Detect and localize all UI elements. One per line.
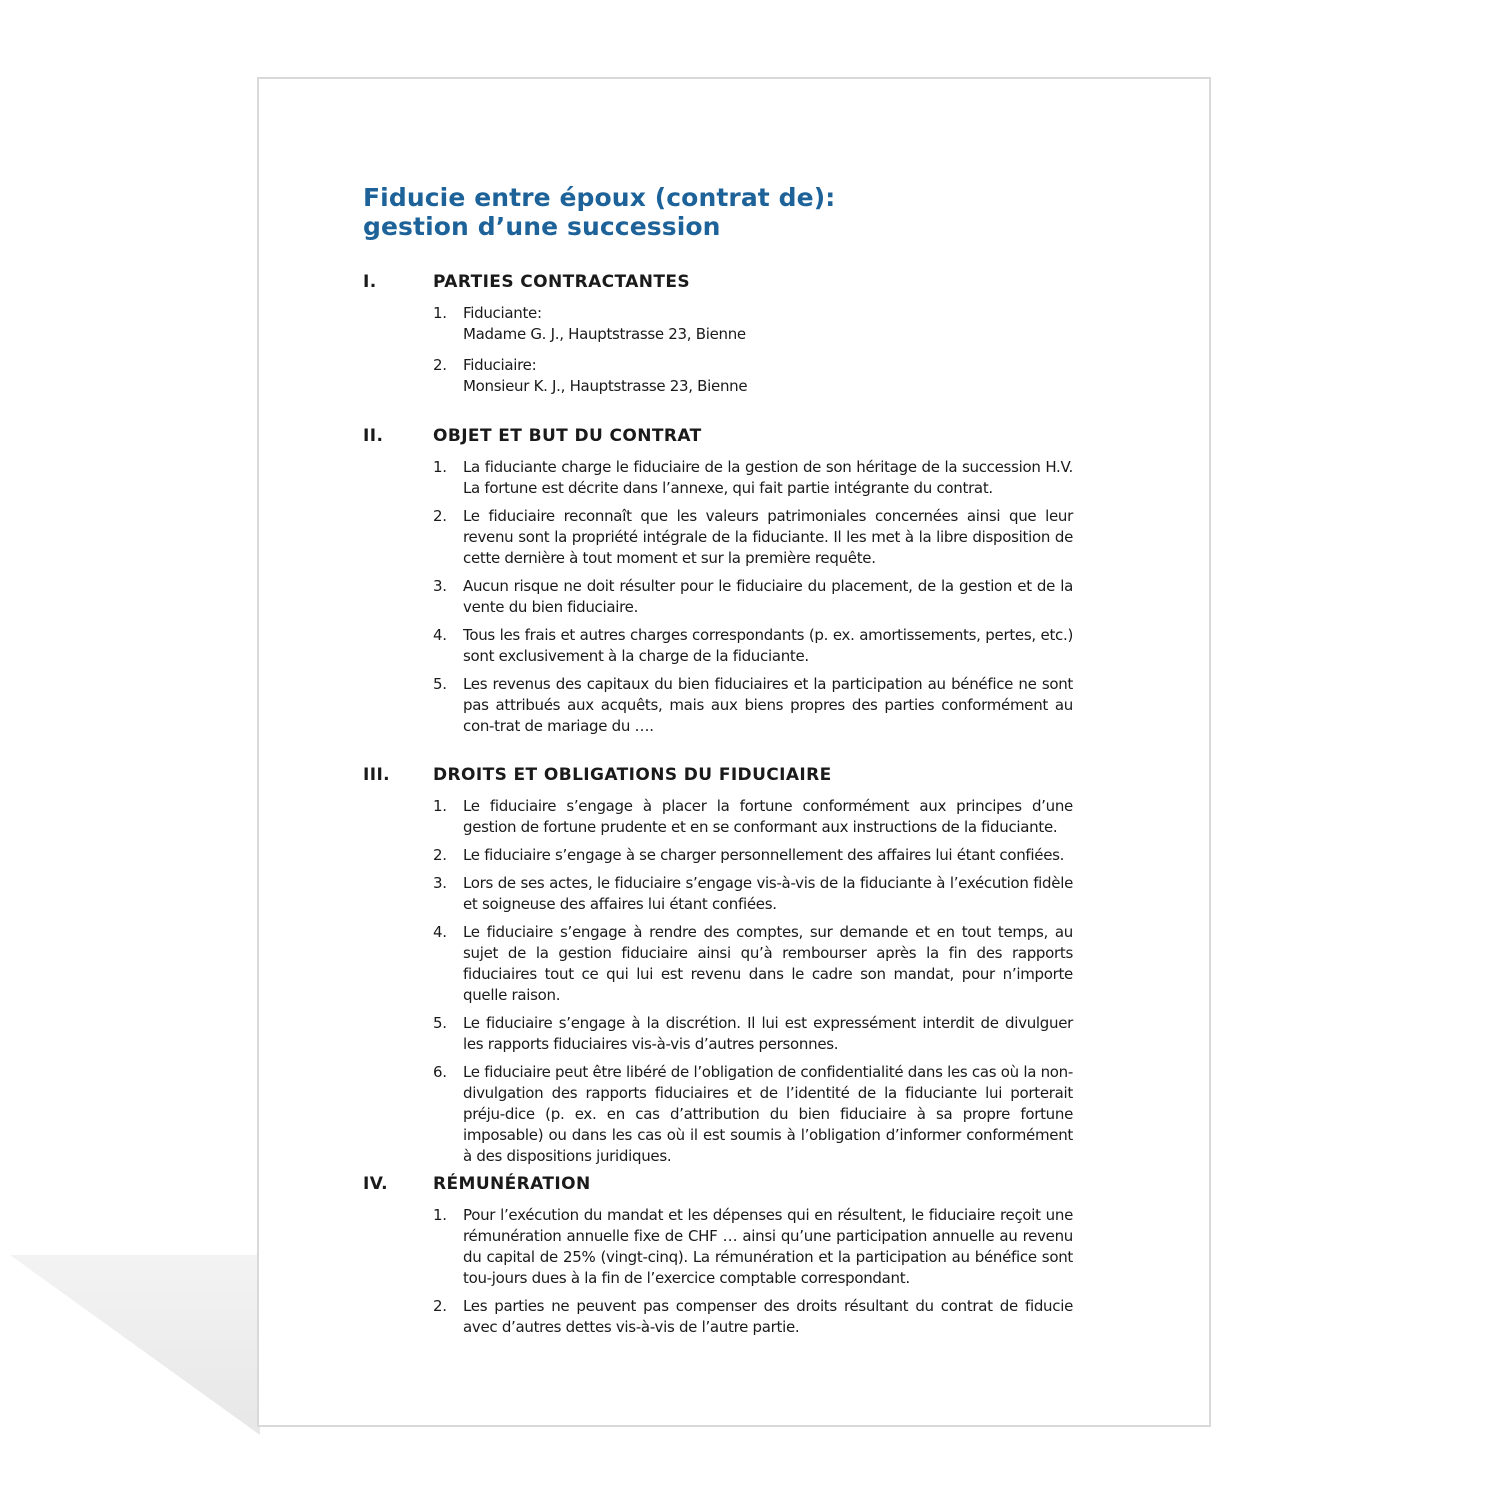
item-text: Le fiduciaire reconnaît que les valeurs patrimoniales concernées ainsi que leur revenu sont la propriété intégrale de la fiduciante. Il les met à la libre disposition de cette dernière à tout moment et sur la première requête.: [463, 507, 1073, 567]
list-item: [433, 796, 1073, 838]
document-page: [257, 77, 1211, 1427]
item-number: 5.: [433, 1014, 447, 1032]
item-text: Aucun risque ne doit résulter pour le fiduciaire du placement, de la gestion et de la vente du bien fiduciaire.: [463, 577, 1073, 616]
section-number: IV.: [363, 1174, 388, 1194]
list-item: [433, 845, 1073, 866]
list-item: [433, 506, 1073, 569]
item-number: 1.: [433, 1206, 447, 1224]
item-number: 2.: [433, 507, 447, 525]
list-item: [433, 873, 1073, 915]
section-3-items: [433, 796, 1073, 1167]
list-item: [433, 625, 1073, 667]
list-item: [433, 1062, 1073, 1167]
list-item: [433, 355, 1073, 397]
item-text: Les parties ne peuvent pas compenser des droits résultant du contrat de fiducie avec d’autres dettes vis-à-vis de l’autre partie.: [463, 1297, 1073, 1336]
item-text: Lors de ses actes, le fiduciaire s’engage vis-à-vis de la fiduciante à l’exécution fidèle et soigneuse des affaires lui étant confiées.: [463, 874, 1073, 913]
section-number: III.: [363, 765, 391, 785]
section-title: PARTIES CONTRACTANTES: [433, 272, 691, 292]
item-number: 1.: [433, 458, 447, 476]
item-text: Le fiduciaire s’engage à placer la fortune conformément aux principes d’une gestion de fortune prudente et en se conformant aux instructions de la fiduciante.: [463, 797, 1073, 836]
section-title: RÉMUNÉRATION: [433, 1174, 591, 1194]
item-text: Les revenus des capitaux du bien fiduciaires et la participation au bénéfice ne sont pas attribués aux acquêts, mais aux biens propres des parties conformément au con-trat de mariage du ….: [463, 675, 1073, 735]
section-title: DROITS ET OBLIGATIONS DU FIDUCIAIRE: [433, 765, 832, 785]
item-number: 2.: [433, 846, 447, 864]
list-item: [433, 1205, 1073, 1289]
list-item: [433, 1296, 1073, 1338]
item-text: Le fiduciaire s’engage à rendre des comptes, sur demande et en tout temps, au sujet de la gestion fiduciaire ainsi qu’à rembourser après la fin des rapports fiduciaires tout ce qui lui est revenu dans le cadre son mandat, pour n’importe quelle raison.: [463, 923, 1073, 1004]
list-item: [433, 576, 1073, 618]
item-number: 3.: [433, 874, 447, 892]
item-number: 2.: [433, 1297, 447, 1315]
list-item: [433, 1013, 1073, 1055]
item-number: 6.: [433, 1063, 447, 1081]
list-item: [433, 674, 1073, 737]
party-label: Fiduciante:: [463, 304, 542, 322]
document-title: [363, 183, 1123, 241]
party-label: Fiduciaire:: [463, 356, 537, 374]
item-text: Le fiduciaire peut être libéré de l’obligation de confidentialité dans les cas où la non-divulgation des rapports fiduciaires et de l’identité de la fiduciante lui porterait préju-dice (p. ex. en cas d’attribution du bien fiduciaire à sa propre fortune imposable) ou dans les cas où il est soumis à l’obligation d’informer conformément à des dispositions juridiques.: [463, 1063, 1073, 1165]
party-value: Madame G. J., Hauptstrasse 23, Bienne: [463, 325, 746, 343]
list-item: [433, 303, 1073, 345]
item-text: Tous les frais et autres charges correspondants (p. ex. amortissements, pertes, etc.) sont exclusivement à la charge de la fiduciante.: [463, 626, 1073, 665]
item-number: 2.: [433, 356, 447, 374]
item-number: 1.: [433, 797, 447, 815]
item-number: 4.: [433, 626, 447, 644]
party-value: Monsieur K. J., Hauptstrasse 23, Bienne: [463, 377, 748, 395]
item-number: 1.: [433, 304, 447, 322]
item-number: 4.: [433, 923, 447, 941]
title-line-1: Fiducie entre époux (contrat de):: [363, 183, 836, 212]
item-number: 5.: [433, 675, 447, 693]
section-title: OBJET ET BUT DU CONTRAT: [433, 426, 702, 446]
item-number: 3.: [433, 577, 447, 595]
list-item: [433, 922, 1073, 1006]
list-item: [433, 457, 1073, 499]
section-4-items: [433, 1205, 1073, 1338]
section-2-items: [433, 457, 1073, 737]
item-text: Pour l’exécution du mandat et les dépenses qui en résultent, le fiduciaire reçoit une rémunération annuelle fixe de CHF … ainsi qu’une participation annuelle au revenu du capital de 25% (vingt-cinq). La rémunération et la participation au bénéfice sont tou-jours dues à la fin de l’exercice comptable correspondant.: [463, 1206, 1073, 1287]
section-number: I.: [363, 272, 377, 292]
item-text: Le fiduciaire s’engage à la discrétion. Il lui est expressément interdit de divulguer les rapports fiduciaires vis-à-vis d’autres personnes.: [463, 1014, 1073, 1053]
item-text: La fiduciante charge le fiduciaire de la gestion de son héritage de la succession H.V. La fortune est décrite dans l’annexe, qui fait partie intégrante du contrat.: [463, 458, 1073, 497]
section-number: II.: [363, 426, 384, 446]
section-1-items: [433, 303, 1073, 397]
title-line-2: gestion d’une succession: [363, 212, 721, 241]
page-shadow: [10, 1255, 260, 1435]
item-text: Le fiduciaire s’engage à se charger personnellement des affaires lui étant confiées.: [463, 846, 1065, 864]
